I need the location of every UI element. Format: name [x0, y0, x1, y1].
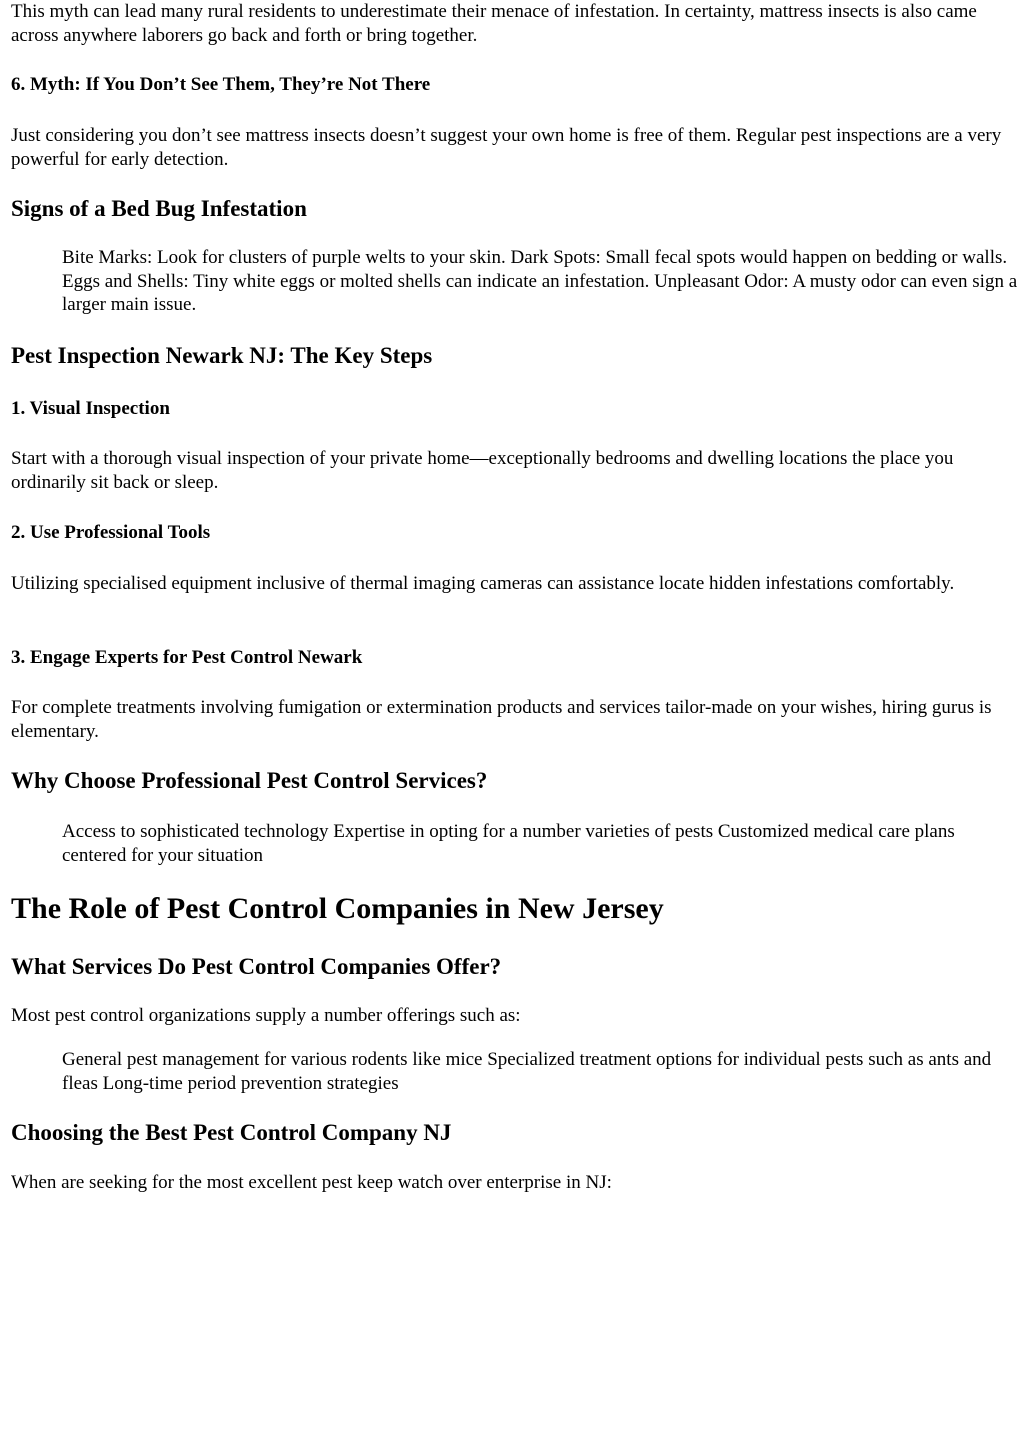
heading-signs: Signs of a Bed Bug Infestation — [11, 196, 307, 221]
paragraph-choosing: When are seeking for the most excellent pest keep watch over enterprise in NJ: — [11, 1172, 612, 1193]
heading-choosing: Choosing the Best Pest Control Company NJ — [11, 1120, 452, 1145]
heading-inspection-steps: Pest Inspection Newark NJ: The Key Steps — [11, 343, 433, 368]
paragraph-myth-6: Just considering you don’t see mattress insects doesn’t suggest your own home is free of them. Regular pest inspections are a very powerful for early detection. — [11, 125, 1002, 170]
blockquote-signs: Bite Marks: Look for clusters of purple welts to your skin. Dark Spots: Small fecal spots would happen on bedding or walls. Eggs and Shells: Tiny white eggs or molted shells can indicate an infestation. Unpleasant Odor: A musty odor can even sign a larger main issue. — [62, 247, 1018, 315]
heading-step-1: 1. Visual Inspection — [11, 398, 170, 419]
heading-why-choose: Why Choose Professional Pest Control Services? — [11, 768, 488, 793]
heading-myth-6: 6. Myth: If You Don’t See Them, They’re Not There — [11, 74, 431, 95]
paragraph-step-3: For complete treatments involving fumigation or extermination products and services tailor-made on your wishes, hiring gurus is elementary. — [11, 697, 992, 742]
heading-step-2: 2. Use Professional Tools — [11, 522, 211, 543]
paragraph-myth-intro: This myth can lead many rural residents to underestimate their menace of infestation. In certainty, mattress insects is also came across anywhere laborers go back and forth or bring together. — [11, 1, 977, 46]
heading-role-companies: The Role of Pest Control Companies in New Jersey — [11, 892, 664, 925]
paragraph-step-2: Utilizing specialised equipment inclusive of thermal imaging cameras can assistance locate hidden infestations comfortably. — [11, 573, 955, 594]
heading-services: What Services Do Pest Control Companies Offer? — [11, 954, 502, 979]
heading-step-3: 3. Engage Experts for Pest Control Newark — [11, 647, 363, 668]
paragraph-services: Most pest control organizations supply a number offerings such as: — [11, 1005, 521, 1026]
blockquote-services: General pest management for various rodents like mice Specialized treatment options for individual pests such as ants and fleas Long-time period prevention strategies — [62, 1049, 992, 1094]
blockquote-why-choose: Access to sophisticated technology Expertise in opting for a number varieties of pests Customized medical care plans centered for your situation — [62, 821, 955, 866]
paragraph-step-1: Start with a thorough visual inspection of your private home—exceptionally bedrooms and dwelling locations the place you ordinarily sit back or sleep. — [11, 448, 954, 493]
